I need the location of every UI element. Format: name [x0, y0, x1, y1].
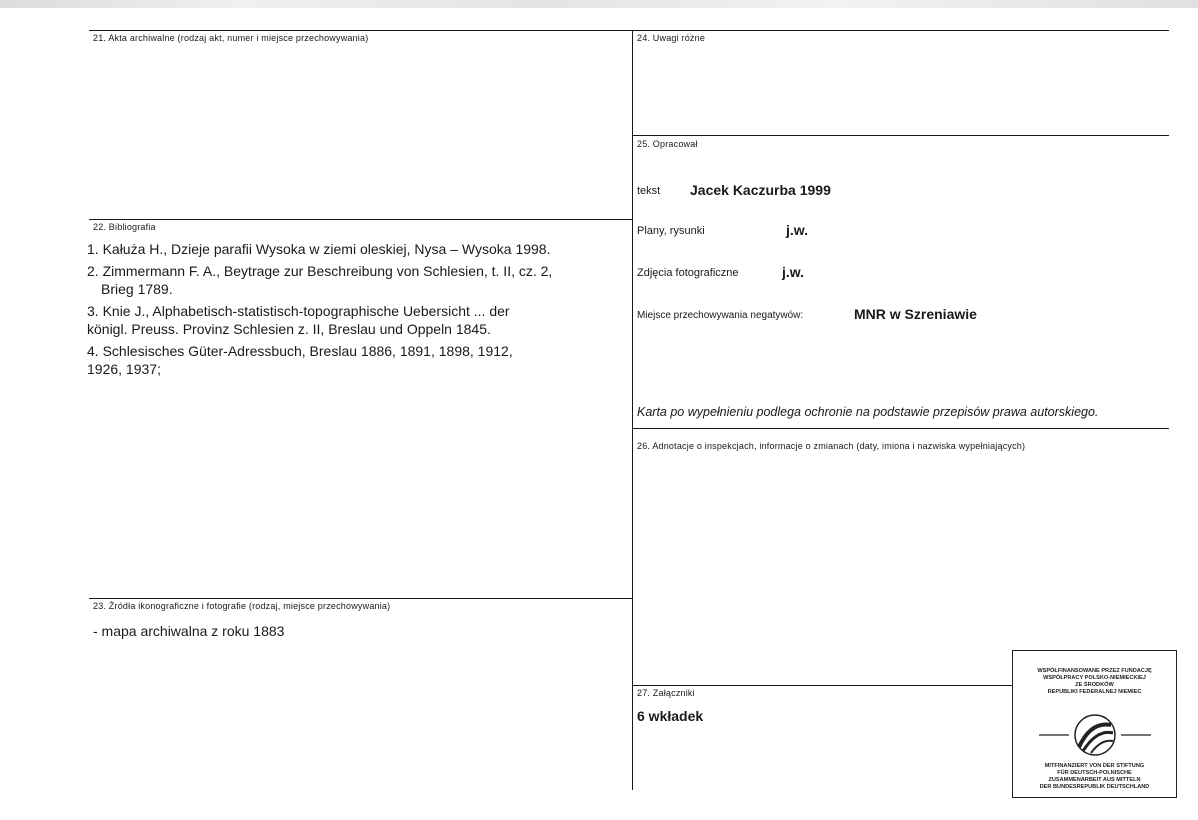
stamp-line: MITFINANZIERT VON DER STIFTUNG [1044, 763, 1145, 769]
stamp-line: ZUSAMMENARBEIT AUS MITTELN [1048, 777, 1141, 783]
bibliography-item [87, 342, 632, 378]
bibliography-item-continuation: 1926, 1937; [87, 361, 161, 377]
divider-26 [632, 428, 1169, 429]
stamp-line: ZE ŚRODKÓW [1075, 682, 1114, 688]
scan-top-edge [0, 0, 1198, 8]
section-27-label: 27. Załączniki [637, 688, 695, 698]
zdjecia-label: Zdjęcia fotograficzne [637, 267, 739, 279]
bibliography-item [87, 262, 632, 298]
stamp-line: REPUBLIKI FEDERALNEJ NIEMIEC [1047, 689, 1142, 695]
section-23-label: 23. Źródła ikonograficzne i fotografie (rodzaj, miejsce przechowywania) [93, 601, 391, 611]
section-24-label: 24. Uwagi różne [637, 33, 706, 43]
negatywy-value: MNR w Szreniawie [854, 306, 977, 322]
bibliography-item [87, 240, 632, 258]
plany-label: Plany, rysunki [637, 225, 705, 237]
funding-stamp [1012, 650, 1177, 798]
stamp-line: FÜR DEUTSCH-POLNISCHE [1057, 770, 1132, 776]
section-27-value: 6 wkładek [637, 708, 704, 724]
divider-23 [89, 598, 632, 599]
tekst-label: tekst [637, 185, 661, 197]
zdjecia-value: j.w. [782, 264, 805, 280]
plany-value: j.w. [786, 222, 809, 238]
stamp-german-text [1013, 763, 1176, 791]
divider-25 [632, 135, 1169, 136]
section-25-label: 25. Opracował [637, 139, 698, 149]
negatywy-label: Miejsce przechowywania negatywów: [637, 310, 804, 321]
divider-27 [632, 685, 1012, 686]
divider-vertical [632, 30, 633, 790]
tekst-value: Jacek Kaczurba 1999 [690, 182, 831, 198]
copyright-notice: Karta po wypełnieniu podlega ochronie na podstawie przepisów prawa autorskiego. [637, 405, 1099, 419]
divider-top [89, 30, 1169, 31]
stamp-line: WSPÓŁFINANSOWANE PRZEZ FUNDACJĘ [1037, 668, 1152, 674]
bibliography-item-continuation: königl. Preuss. Provinz Schlesien z. II, Breslau und Oppeln 1845. [87, 321, 491, 337]
bibliography-item-text: 3. Knie J., Alphabetisch-statistisch-topographische Uebersicht ... der [87, 303, 510, 319]
foundation-logo-icon [1039, 713, 1151, 759]
stamp-line: WSPÓŁPRACY POLSKO-NIEMIECKIEJ [1043, 675, 1146, 681]
stamp-line: DER BUNDESREPUBLIK DEUTSCHLAND [1039, 784, 1150, 790]
stamp-polish-text [1013, 668, 1176, 696]
bibliography-list [87, 240, 632, 382]
divider-22 [89, 219, 632, 220]
bibliography-item-text: 2. Zimmermann F. A., Beytrage zur Beschreibung von Schlesien, t. II, cz. 2, [87, 263, 553, 279]
section-22-label: 22. Bibliografia [93, 222, 156, 232]
section-23-value: - mapa archiwalna z roku 1883 [93, 623, 285, 639]
section-21-label: 21. Akta archiwalne (rodzaj akt, numer i miejsce przechowywania) [93, 33, 369, 43]
bibliography-item-text: 1. Kałuża H., Dzieje parafii Wysoka w ziemi oleskiej, Nysa – Wysoka 1998. [87, 241, 551, 257]
bibliography-item [87, 302, 632, 338]
bibliography-item-continuation: Brieg 1789. [101, 281, 173, 297]
section-26-label: 26. Adnotacje o inspekcjach, informacje o zmianach (daty, imiona i nazwiska wypełniających) [637, 441, 1026, 451]
bibliography-item-text: 4. Schlesisches Güter-Adressbuch, Breslau 1886, 1891, 1898, 1912, [87, 343, 513, 359]
